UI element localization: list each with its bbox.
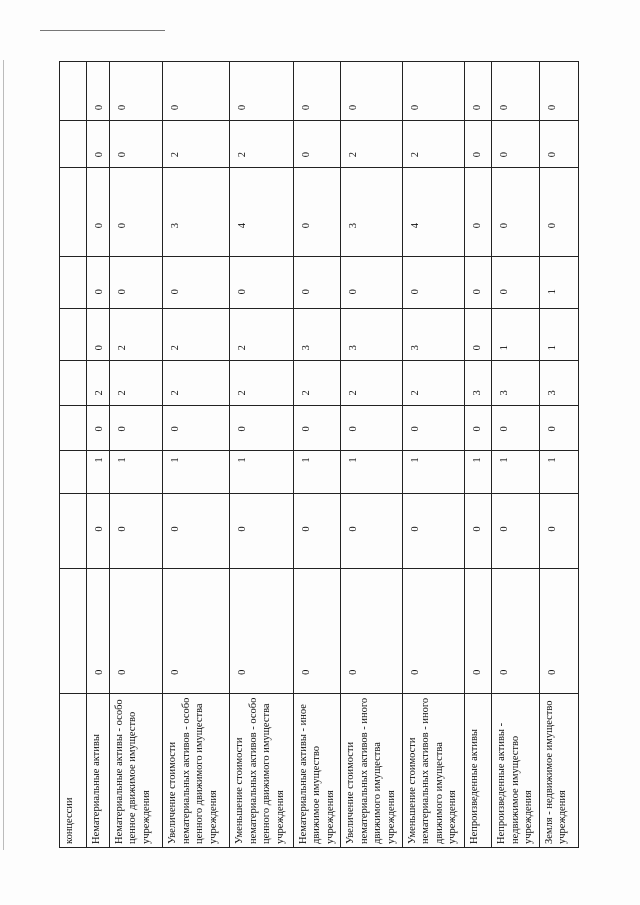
cell-value: 0 <box>93 223 105 229</box>
cell-value: 1 <box>499 345 511 351</box>
value-cell <box>109 309 162 361</box>
cell-value: 1 <box>546 289 558 295</box>
value-cell <box>293 493 340 568</box>
cell-value: 0 <box>116 151 128 158</box>
value-cell <box>464 62 492 121</box>
cell-value: 0 <box>300 669 312 675</box>
cell-value: 1 <box>546 345 558 351</box>
value-cell <box>230 450 294 493</box>
cell-value: 0 <box>546 526 558 532</box>
cell-value: 0 <box>471 426 483 432</box>
cell-value: 0 <box>237 526 249 532</box>
cell-value: 0 <box>471 223 483 229</box>
table-row <box>163 62 230 848</box>
cell-value: 0 <box>116 289 128 295</box>
cell-value: 0 <box>409 526 421 532</box>
value-cell <box>293 309 340 361</box>
value-cell <box>341 309 403 361</box>
value-cell <box>539 62 578 121</box>
table-row <box>539 62 578 848</box>
cell-value: 2 <box>237 151 249 158</box>
value-cell <box>230 62 294 121</box>
cell-value: 2 <box>409 151 421 158</box>
cell-value: 0 <box>237 669 249 675</box>
value-cell <box>230 309 294 361</box>
value-cell <box>492 168 539 257</box>
row-label: Уменьшение стоимости нематериальных активов - иного движимого имущества учреждения <box>402 693 464 847</box>
value-cell <box>539 568 578 693</box>
cell-value: 0 <box>93 289 105 295</box>
value-cell <box>464 450 492 493</box>
value-cell <box>464 257 492 309</box>
value-cell <box>341 493 403 568</box>
cell-value: 0 <box>348 669 360 675</box>
cell-value: 0 <box>300 426 312 432</box>
row-label: Увеличение стоимости нематериальных активов - иного движимого имущества учреждения <box>341 693 403 847</box>
value-cell <box>341 62 403 121</box>
table-row <box>60 62 87 848</box>
value-cell <box>539 450 578 493</box>
table-row <box>402 62 464 848</box>
cell-value: 0 <box>300 151 312 158</box>
value-cell <box>230 361 294 406</box>
value-cell <box>293 450 340 493</box>
value-cell <box>492 450 539 493</box>
cell-value: 0 <box>471 345 483 351</box>
row-label: Уменьшение стоимости нематериальных активов - особо ценного движимого имущества учреждения <box>230 693 294 847</box>
cell-value: 2 <box>409 390 421 396</box>
value-cell <box>60 361 87 406</box>
cell-value: 1 <box>93 457 105 463</box>
value-cell <box>402 450 464 493</box>
left-edge-line <box>3 60 4 850</box>
value-cell <box>163 450 230 493</box>
cell-value: 4 <box>237 223 249 229</box>
value-cell <box>402 168 464 257</box>
table-row <box>492 62 539 848</box>
cell-value: 2 <box>237 345 249 351</box>
table-row <box>464 62 492 848</box>
value-cell <box>402 121 464 168</box>
cell-value: 0 <box>499 223 511 229</box>
cell-value: 1 <box>409 457 421 463</box>
row-label: концессии <box>60 693 87 847</box>
cell-value: 0 <box>93 426 105 432</box>
cell-value: 0 <box>499 426 511 432</box>
cell-value: 3 <box>499 390 511 396</box>
value-cell <box>230 121 294 168</box>
row-label: Увеличение стоимости нематериальных активов - особо ценного движимого имущества учреждения <box>163 693 230 847</box>
cell-value: 0 <box>170 289 182 295</box>
cell-value: 0 <box>546 669 558 675</box>
cell-value: 2 <box>170 345 182 351</box>
value-cell <box>230 257 294 309</box>
value-cell <box>86 493 109 568</box>
value-cell <box>109 568 162 693</box>
value-cell <box>492 361 539 406</box>
cell-value: 0 <box>499 104 511 111</box>
value-cell <box>464 568 492 693</box>
cell-value: 2 <box>93 390 105 396</box>
value-cell <box>492 493 539 568</box>
value-cell <box>109 62 162 121</box>
value-cell <box>86 62 109 121</box>
row-label: Нематериальные активы <box>86 693 109 847</box>
value-cell <box>464 361 492 406</box>
cell-value: 1 <box>300 457 312 463</box>
value-cell <box>109 257 162 309</box>
row-label: Нематериальные активы - особо ценное движимое имущество учреждения <box>109 693 162 847</box>
cell-value: 2 <box>170 151 182 158</box>
value-cell <box>402 493 464 568</box>
value-cell <box>86 257 109 309</box>
value-cell <box>293 168 340 257</box>
value-cell <box>60 450 87 493</box>
value-cell <box>341 568 403 693</box>
cell-value: 4 <box>409 223 421 229</box>
value-cell <box>109 406 162 450</box>
cell-value: 0 <box>300 526 312 532</box>
value-cell <box>163 406 230 450</box>
value-cell <box>230 406 294 450</box>
table-row <box>230 62 294 848</box>
value-cell <box>341 168 403 257</box>
cell-value: 2 <box>116 390 128 396</box>
cell-value: 1 <box>499 457 511 463</box>
value-cell <box>60 406 87 450</box>
cell-value: 0 <box>499 669 511 675</box>
cell-value: 0 <box>300 289 312 295</box>
value-cell <box>163 121 230 168</box>
value-cell <box>341 450 403 493</box>
cell-value: 0 <box>348 426 360 432</box>
value-cell <box>492 62 539 121</box>
value-cell <box>464 406 492 450</box>
value-cell <box>539 121 578 168</box>
value-cell <box>60 62 87 121</box>
value-cell <box>341 406 403 450</box>
value-cell <box>492 257 539 309</box>
cell-value: 0 <box>409 289 421 295</box>
value-cell <box>230 493 294 568</box>
value-cell <box>86 568 109 693</box>
value-cell <box>293 257 340 309</box>
cell-value: 2 <box>237 390 249 396</box>
value-cell <box>163 168 230 257</box>
cell-value: 0 <box>471 669 483 675</box>
cell-value: 3 <box>348 345 360 351</box>
cell-value: 0 <box>170 669 182 675</box>
row-label: Нематериальные активы - иное движимое имущество учреждения <box>293 693 340 847</box>
value-cell <box>402 406 464 450</box>
cell-value: 3 <box>471 390 483 396</box>
cell-value: 3 <box>348 223 360 229</box>
cell-value: 1 <box>546 457 558 463</box>
cell-value: 0 <box>300 223 312 229</box>
cell-value: 0 <box>93 345 105 351</box>
value-cell <box>109 361 162 406</box>
table-row <box>341 62 403 848</box>
cell-value: 2 <box>170 390 182 396</box>
cell-value: 1 <box>348 457 360 463</box>
cell-value: 0 <box>170 426 182 432</box>
value-cell <box>402 568 464 693</box>
value-cell <box>60 121 87 168</box>
value-cell <box>492 568 539 693</box>
value-cell <box>539 361 578 406</box>
value-cell <box>230 568 294 693</box>
cell-value: 2 <box>348 390 360 396</box>
value-cell <box>402 309 464 361</box>
value-cell <box>163 568 230 693</box>
value-cell <box>163 493 230 568</box>
cell-value: 0 <box>546 426 558 432</box>
value-cell <box>86 406 109 450</box>
value-cell <box>402 361 464 406</box>
value-cell <box>539 257 578 309</box>
value-cell <box>163 62 230 121</box>
cell-value: 1 <box>471 457 483 463</box>
value-cell <box>60 568 87 693</box>
value-cell <box>163 309 230 361</box>
value-cell <box>60 309 87 361</box>
value-cell <box>341 257 403 309</box>
cell-value: 2 <box>116 345 128 351</box>
value-cell <box>60 168 87 257</box>
value-cell <box>109 168 162 257</box>
cell-value: 0 <box>93 151 105 158</box>
value-cell <box>293 121 340 168</box>
cell-value: 0 <box>546 151 558 158</box>
cell-value: 0 <box>471 289 483 295</box>
cell-value: 0 <box>471 104 483 111</box>
value-cell <box>86 361 109 406</box>
table-row <box>293 62 340 848</box>
value-cell <box>163 257 230 309</box>
value-cell <box>60 257 87 309</box>
top-left-line <box>40 30 165 31</box>
cell-value: 0 <box>499 526 511 532</box>
value-cell <box>60 493 87 568</box>
value-cell <box>539 493 578 568</box>
cell-value: 3 <box>409 345 421 351</box>
cell-value: 0 <box>471 151 483 158</box>
value-cell <box>492 121 539 168</box>
value-cell <box>492 309 539 361</box>
cell-value: 0 <box>499 151 511 158</box>
cell-value: 0 <box>116 669 128 675</box>
cell-value: 0 <box>546 223 558 229</box>
cell-value: 0 <box>170 526 182 532</box>
value-cell <box>293 568 340 693</box>
row-label: Непроизведенные активы <box>464 693 492 847</box>
cell-value: 0 <box>93 526 105 532</box>
value-cell <box>109 450 162 493</box>
cell-value: 1 <box>170 457 182 463</box>
cell-value: 0 <box>93 104 105 111</box>
cell-value: 0 <box>93 669 105 675</box>
cell-value: 0 <box>116 104 128 111</box>
cell-value: 0 <box>499 289 511 295</box>
cell-value: 0 <box>348 526 360 532</box>
value-cell <box>86 121 109 168</box>
cell-value: 3 <box>300 345 312 351</box>
value-cell <box>230 168 294 257</box>
cell-value: 3 <box>546 390 558 396</box>
cell-value: 2 <box>348 151 360 158</box>
cell-value: 0 <box>237 289 249 295</box>
value-cell <box>109 121 162 168</box>
cell-value: 2 <box>300 390 312 396</box>
table-row <box>109 62 162 848</box>
value-cell <box>86 168 109 257</box>
table-row <box>86 62 109 848</box>
cell-value: 0 <box>237 426 249 432</box>
value-cell <box>492 406 539 450</box>
value-cell <box>539 406 578 450</box>
value-cell <box>341 361 403 406</box>
value-cell <box>341 121 403 168</box>
value-cell <box>109 493 162 568</box>
cell-value: 0 <box>300 104 312 111</box>
cell-value: 0 <box>546 104 558 111</box>
cell-value: 1 <box>116 457 128 463</box>
cell-value: 0 <box>409 669 421 675</box>
cell-value: 0 <box>170 104 182 111</box>
value-cell <box>464 309 492 361</box>
cell-value: 0 <box>409 426 421 432</box>
cell-value: 0 <box>116 426 128 432</box>
row-label: Непроизведенные активы - недвижимое имущество учреждения <box>492 693 539 847</box>
value-cell <box>293 62 340 121</box>
row-label: Земля - недвижимое имущество учреждения <box>539 693 578 847</box>
value-cell <box>293 361 340 406</box>
cell-value: 1 <box>237 457 249 463</box>
value-cell <box>86 450 109 493</box>
value-cell <box>539 168 578 257</box>
cell-value: 0 <box>348 104 360 111</box>
value-cell <box>402 62 464 121</box>
cell-value: 0 <box>116 526 128 532</box>
value-cell <box>163 361 230 406</box>
cell-value: 0 <box>116 223 128 229</box>
cell-value: 3 <box>170 223 182 229</box>
value-cell <box>293 406 340 450</box>
cell-value: 0 <box>409 104 421 111</box>
cell-value: 0 <box>348 289 360 295</box>
value-cell <box>464 493 492 568</box>
value-cell <box>539 309 578 361</box>
accounts-table <box>59 61 579 848</box>
rotated-table <box>59 61 579 848</box>
cell-value: 0 <box>471 526 483 532</box>
value-cell <box>86 309 109 361</box>
value-cell <box>402 257 464 309</box>
cell-value: 0 <box>237 104 249 111</box>
value-cell <box>464 168 492 257</box>
value-cell <box>464 121 492 168</box>
